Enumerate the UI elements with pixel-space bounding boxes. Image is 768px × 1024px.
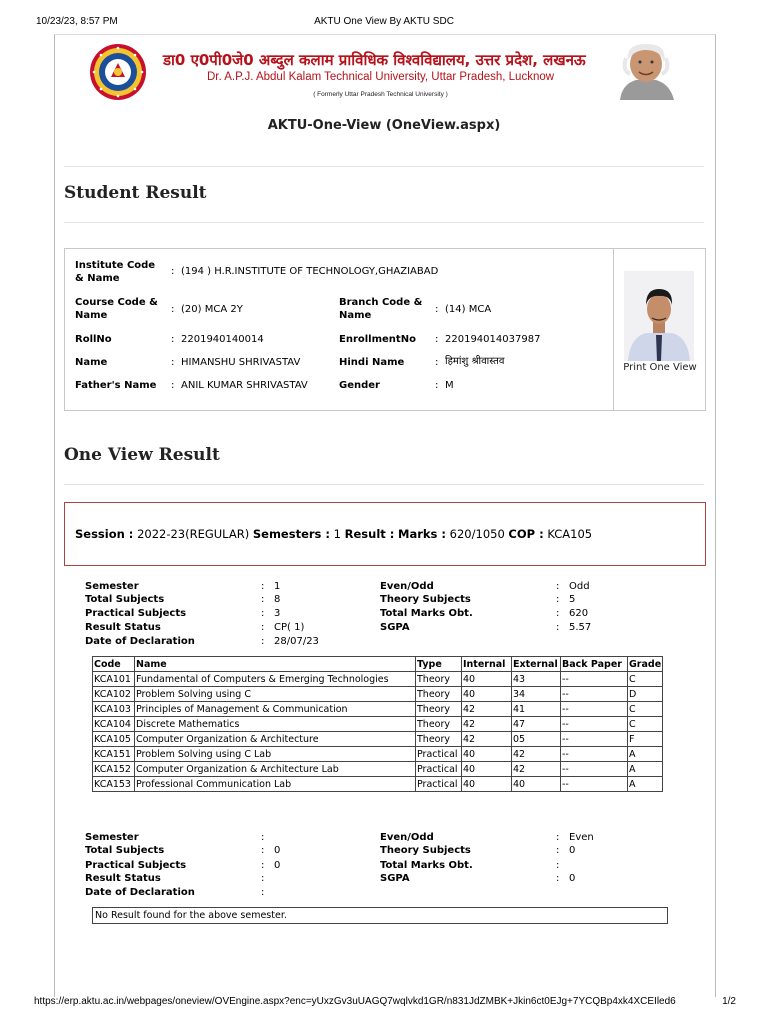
- student-photo-icon: [624, 271, 694, 361]
- table-cell: --: [561, 777, 628, 792]
- sem1-result-status-colon: :: [261, 622, 265, 633]
- table-cell: 43: [512, 672, 561, 687]
- course-value: (20) MCA 2Y: [181, 304, 243, 315]
- table-cell: 47: [512, 717, 561, 732]
- table-cell: Problem Solving using C Lab: [135, 747, 416, 762]
- cop-label: COP :: [508, 527, 544, 541]
- sem1-semester-colon: :: [261, 581, 265, 592]
- sem2-total-subjects-label: Total Subjects: [85, 845, 165, 856]
- sem1-total-subjects-value: 8: [274, 594, 281, 605]
- photo-column: [613, 249, 706, 410]
- branch-label: Branch Code & Name: [339, 297, 423, 321]
- sem2-even-odd-value: Even: [569, 832, 594, 843]
- table-cell: Theory: [416, 672, 462, 687]
- table-cell: Computer Organization & Architecture: [135, 732, 416, 747]
- result-label: Result :: [344, 527, 395, 541]
- column-header: External: [512, 657, 561, 672]
- sem1-even-odd-value: Odd: [569, 581, 590, 592]
- student-result-heading: Student Result: [64, 183, 207, 203]
- table-row: [93, 747, 663, 762]
- table-cell: KCA101: [93, 672, 135, 687]
- table-header-row: [93, 657, 663, 672]
- sem1-date-value: 28/07/23: [274, 636, 319, 647]
- table-cell: Practical: [416, 747, 462, 762]
- sem2-theory-subjects-value: 0: [569, 845, 576, 856]
- course-colon: :: [171, 304, 175, 315]
- table-cell: Computer Organization & Architecture Lab: [135, 762, 416, 777]
- table-cell: --: [561, 687, 628, 702]
- session-value: 2022-23(REGULAR): [137, 527, 250, 541]
- kalam-portrait-icon: [612, 40, 680, 104]
- table-cell: Professional Communication Lab: [135, 777, 416, 792]
- sem1-theory-subjects-colon: :: [556, 594, 560, 605]
- divider: [64, 222, 704, 223]
- table-row: [93, 762, 663, 777]
- table-cell: 42: [462, 702, 512, 717]
- table-cell: Theory: [416, 702, 462, 717]
- enroll-value: 220194014037987: [445, 334, 541, 345]
- column-header: Internal: [462, 657, 512, 672]
- table-row: [93, 672, 663, 687]
- father-label: Father's Name: [75, 380, 157, 391]
- sem1-total-marks-colon: :: [556, 608, 560, 619]
- sem1-result-status-value: CP( 1): [274, 622, 305, 633]
- university-seal-icon: [89, 43, 147, 101]
- table-cell: KCA105: [93, 732, 135, 747]
- father-value: ANIL KUMAR SHRIVASTAV: [181, 380, 308, 391]
- table-cell: Theory: [416, 717, 462, 732]
- print-header: [0, 16, 768, 30]
- sem2-semester-label: Semester: [85, 832, 139, 843]
- table-cell: 40: [462, 777, 512, 792]
- table-row: [93, 777, 663, 792]
- divider: [64, 166, 704, 167]
- sem1-theory-subjects-value: 5: [569, 594, 576, 605]
- name-value: HIMANSHU SHRIVASTAV: [181, 357, 301, 368]
- sem1-practical-subjects-colon: :: [261, 608, 265, 619]
- sem2-sgpa-label: SGPA: [380, 873, 410, 884]
- table-cell: 42: [462, 717, 512, 732]
- sem1-sgpa-value: 5.57: [569, 622, 592, 633]
- table-cell: 34: [512, 687, 561, 702]
- sem2-result-status-colon: :: [261, 873, 265, 884]
- sem1-sgpa-colon: :: [556, 622, 560, 633]
- one-view-result-heading: One View Result: [64, 445, 220, 465]
- sem1-date-colon: :: [261, 636, 265, 647]
- divider: [64, 484, 704, 485]
- student-info-box: [64, 248, 706, 411]
- sem2-total-subjects-value: 0: [274, 845, 281, 856]
- institute-colon: :: [171, 266, 175, 277]
- university-name-english: Dr. A.P.J. Abdul Kalam Technical University, Uttar Pradesh, Lucknow: [206, 71, 555, 83]
- table-row: [93, 687, 663, 702]
- name-colon: :: [171, 357, 175, 368]
- table-cell: C: [628, 717, 663, 732]
- sem2-practical-subjects-value: 0: [274, 860, 281, 871]
- session-label: Session :: [75, 527, 134, 541]
- column-header: Code: [93, 657, 135, 672]
- table-cell: 40: [462, 687, 512, 702]
- course-label: Course Code & Name: [75, 297, 158, 321]
- table-cell: --: [561, 747, 628, 762]
- name-label: Name: [75, 357, 108, 368]
- roll-label: RollNo: [75, 334, 112, 345]
- sem1-even-odd-colon: :: [556, 581, 560, 592]
- print-title: AKTU One View By AKTU SDC: [314, 16, 454, 27]
- table-cell: Theory: [416, 732, 462, 747]
- sem2-sgpa-value: 0: [569, 873, 576, 884]
- university-formerly: ( Formerly Uttar Pradesh Technical University ): [313, 91, 448, 98]
- sem1-sgpa-label: SGPA: [380, 622, 410, 633]
- institute-value: (194 ) H.R.INSTITUTE OF TECHNOLOGY,GHAZIABAD: [181, 266, 439, 277]
- table-cell: KCA102: [93, 687, 135, 702]
- marks-label: Marks :: [398, 527, 447, 541]
- table-cell: 05: [512, 732, 561, 747]
- table-cell: 40: [462, 747, 512, 762]
- sem1-total-marks-label: Total Marks Obt.: [380, 608, 473, 619]
- sem2-date-label: Date of Declaration: [85, 887, 195, 898]
- sem1-practical-subjects-value: 3: [274, 608, 281, 619]
- branch-colon: :: [435, 304, 439, 315]
- table-cell: D: [628, 687, 663, 702]
- session-summary-box: [64, 502, 706, 566]
- sem2-practical-subjects-label: Practical Subjects: [85, 860, 187, 871]
- sem1-result-status-label: Result Status: [85, 622, 161, 633]
- table-cell: C: [628, 702, 663, 717]
- sem2-total-marks-colon: :: [556, 860, 560, 871]
- print-datetime: 10/23/23, 8:57 PM: [36, 16, 118, 27]
- table-cell: Practical: [416, 777, 462, 792]
- sem1-date-label: Date of Declaration: [85, 636, 195, 647]
- branch-value: (14) MCA: [445, 304, 492, 315]
- table-cell: A: [628, 777, 663, 792]
- marks-value: 620/1050: [449, 527, 505, 541]
- table-cell: --: [561, 672, 628, 687]
- column-header: Name: [135, 657, 416, 672]
- table-cell: KCA153: [93, 777, 135, 792]
- print-page-number: 1/2: [722, 996, 736, 1007]
- print-url: https://erp.aktu.ac.in/webpages/oneview/OVEngine.aspx?enc=yUxzGv3uUAGQ7wqlvkd1GR/n831JdZMBK+Jkin6ct0EJg+7YCQBp4xk4XCEIled6: [34, 996, 676, 1007]
- table-row: [93, 732, 663, 747]
- table-cell: 41: [512, 702, 561, 717]
- sem2-practical-subjects-colon: :: [261, 860, 265, 871]
- hindi-name-label: Hindi Name: [339, 357, 405, 368]
- sem2-date-colon: :: [261, 887, 265, 898]
- institute-label: Institute Code & Name: [75, 260, 156, 284]
- table-cell: 42: [462, 732, 512, 747]
- sem1-semester-value: 1: [274, 581, 281, 592]
- sem2-sgpa-colon: :: [556, 873, 560, 884]
- column-header: Grade: [629, 658, 662, 670]
- page-title: AKTU-One-View (OneView.aspx): [267, 118, 501, 133]
- table-cell: A: [628, 762, 663, 777]
- table-cell: KCA151: [93, 747, 135, 762]
- table-cell: F: [628, 732, 663, 747]
- sem2-total-subjects-colon: :: [261, 845, 265, 856]
- table-cell: Discrete Mathematics: [135, 717, 416, 732]
- table-row: [93, 702, 663, 717]
- table-cell: --: [561, 702, 628, 717]
- sem1-theory-subjects-label: Theory Subjects: [380, 594, 471, 605]
- print-one-view-link[interactable]: Print One View: [623, 362, 697, 373]
- table-cell: A: [628, 747, 663, 762]
- roll-colon: :: [171, 334, 175, 345]
- table-cell: KCA152: [93, 762, 135, 777]
- enroll-colon: :: [435, 334, 439, 345]
- sem1-even-odd-label: Even/Odd: [380, 581, 434, 592]
- sem1-total-marks-value: 620: [569, 608, 589, 619]
- gender-value: M: [445, 380, 454, 391]
- sem2-theory-subjects-colon: :: [556, 845, 560, 856]
- table-cell: 42: [512, 762, 561, 777]
- table-cell: Principles of Management & Communication: [135, 702, 416, 717]
- sem2-result-status-label: Result Status: [85, 873, 161, 884]
- university-name-hindi: डा0 ए0पी0जे0 अब्दुल कलाम प्राविधिक विश्वविद्यालय, उत्तर प्रदेश, लखनऊ: [163, 51, 586, 69]
- no-result-message: No Result found for the above semester.: [92, 907, 668, 924]
- table-cell: 40: [462, 672, 512, 687]
- column-header: Type: [416, 657, 462, 672]
- hindi-name-value: हिमांशु श्रीवास्तव: [445, 356, 505, 367]
- table-cell: KCA103: [93, 702, 135, 717]
- table-cell: Problem Solving using C: [135, 687, 416, 702]
- gender-label: Gender: [339, 380, 380, 391]
- sem2-semester-colon: :: [261, 832, 265, 843]
- sem1-practical-subjects-label: Practical Subjects: [85, 608, 187, 619]
- session-summary: [75, 527, 592, 541]
- table-cell: 40: [462, 762, 512, 777]
- father-colon: :: [171, 380, 175, 391]
- table-cell: KCA104: [93, 717, 135, 732]
- table-cell: Fundamental of Computers & Emerging Technologies: [135, 672, 416, 687]
- sem1-semester-label: Semester: [85, 581, 139, 592]
- hindi-name-colon: :: [435, 357, 439, 368]
- sem1-total-subjects-colon: :: [261, 594, 265, 605]
- sem2-even-odd-label: Even/Odd: [380, 832, 434, 843]
- subject-marks-table: [92, 656, 663, 792]
- table-cell: Theory: [416, 687, 462, 702]
- enroll-label: EnrollmentNo: [339, 334, 416, 345]
- table-cell: --: [561, 717, 628, 732]
- cop-value: KCA105: [547, 527, 593, 541]
- sem2-even-odd-colon: :: [556, 832, 560, 843]
- table-cell: --: [561, 762, 628, 777]
- semesters-value: 1: [333, 527, 341, 541]
- semesters-label: Semesters :: [252, 527, 330, 541]
- table-cell: C: [628, 672, 663, 687]
- sem2-total-marks-label: Total Marks Obt.: [380, 860, 473, 871]
- gender-colon: :: [435, 380, 439, 391]
- sem1-total-subjects-label: Total Subjects: [85, 594, 165, 605]
- table-cell: 40: [512, 777, 561, 792]
- roll-value: 2201940140014: [181, 334, 264, 345]
- sem2-theory-subjects-label: Theory Subjects: [380, 845, 471, 856]
- column-header: Back Paper: [561, 657, 628, 672]
- table-row: [93, 717, 663, 732]
- table-cell: Practical: [416, 762, 462, 777]
- table-cell: 42: [512, 747, 561, 762]
- table-cell: --: [561, 732, 628, 747]
